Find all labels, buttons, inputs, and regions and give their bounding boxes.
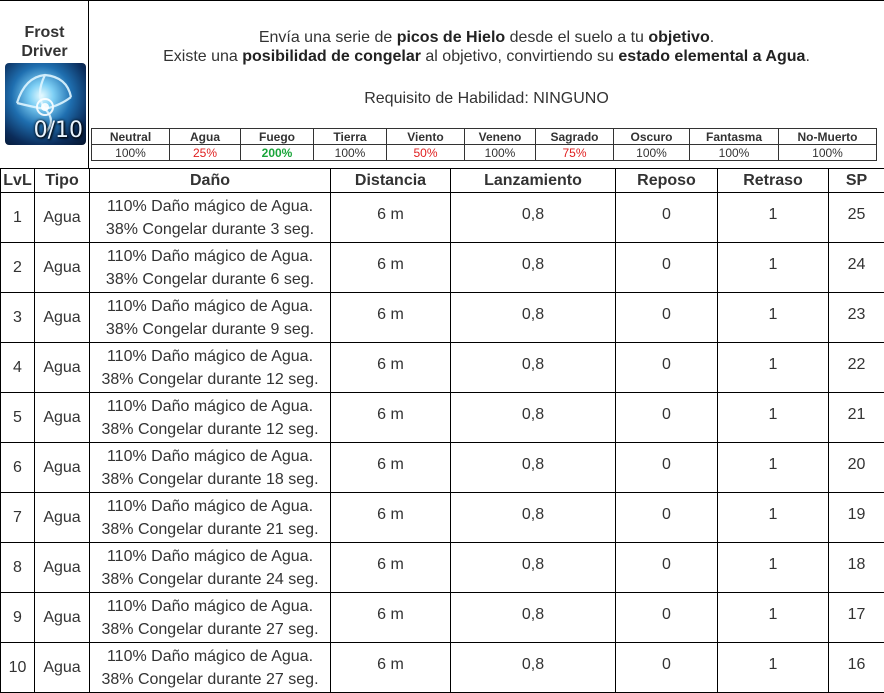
cooldown-cell: 0 (616, 593, 718, 643)
type-cell: Agua (35, 193, 90, 243)
element-value: 100% (779, 145, 877, 161)
level-cell: 1 (1, 193, 35, 243)
damage-cell (90, 443, 331, 493)
delay-cell: 1 (718, 643, 829, 693)
skill-name-line2: Driver (21, 43, 68, 60)
distance-cell: 6 m (331, 343, 451, 393)
level-cell: 9 (1, 593, 35, 643)
damage-line-1: 110% Daño mágico de Agua. (106, 397, 314, 415)
desc-bold: picos de Hielo (396, 29, 506, 46)
element-header: Sagrado (536, 129, 614, 145)
sp-cell: 16 (829, 643, 884, 693)
sp-cell: 23 (829, 293, 884, 343)
distance-cell: 6 m (331, 593, 451, 643)
sp-cell: 20 (829, 443, 884, 493)
delay-cell: 1 (718, 293, 829, 343)
distance-cell: 6 m (331, 293, 451, 343)
description-line-2 (89, 47, 884, 66)
cast-cell: 0,8 (451, 543, 616, 593)
element-header: Tierra (314, 129, 387, 145)
skill-name (0, 23, 89, 61)
damage-line-2: 38% Congelar durante 27 seg. (101, 670, 319, 688)
table-row (1, 343, 884, 393)
desc-text: . (709, 29, 715, 46)
element-header: Oscuro (614, 129, 690, 145)
description-line-1 (89, 28, 884, 47)
table-row (1, 643, 884, 693)
col-header-sp: SP (829, 169, 884, 193)
damage-line-1: 110% Daño mágico de Agua. (106, 647, 314, 665)
col-header-cast: Lanzamiento (451, 169, 616, 193)
damage-line-1: 110% Daño mágico de Agua. (106, 597, 314, 615)
element-header: Neutral (92, 129, 170, 145)
damage-line-2: 38% Congelar durante 9 seg. (105, 320, 315, 338)
distance-cell: 6 m (331, 393, 451, 443)
damage-line-2: 38% Congelar durante 18 seg. (101, 470, 319, 488)
table-row (1, 543, 884, 593)
delay-cell: 1 (718, 343, 829, 393)
cooldown-cell: 0 (616, 243, 718, 293)
cast-cell: 0,8 (451, 243, 616, 293)
skill-level-table (0, 168, 884, 693)
damage-line-2: 38% Congelar durante 24 seg. (101, 570, 319, 588)
level-cell: 6 (1, 443, 35, 493)
desc-text: al objetivo, convirtiendo su (420, 48, 619, 65)
type-cell: Agua (35, 243, 90, 293)
element-header: No-Muerto (779, 129, 877, 145)
level-cell: 8 (1, 543, 35, 593)
element-header: Viento (387, 129, 465, 145)
distance-cell: 6 m (331, 543, 451, 593)
level-cell: 7 (1, 493, 35, 543)
element-header: Agua (170, 129, 241, 145)
type-cell: Agua (35, 593, 90, 643)
damage-line-1: 110% Daño mágico de Agua. (106, 297, 314, 315)
damage-line-2: 38% Congelar durante 21 seg. (101, 520, 319, 538)
sp-cell: 18 (829, 543, 884, 593)
cooldown-cell: 0 (616, 643, 718, 693)
damage-line-1: 110% Daño mágico de Agua. (106, 547, 314, 565)
element-header: Veneno (465, 129, 536, 145)
distance-cell: 6 m (331, 193, 451, 243)
skill-requirement: Requisito de Habilidad: NINGUNO (364, 90, 609, 107)
sp-cell: 22 (829, 343, 884, 393)
table-row (1, 493, 884, 543)
distance-cell: 6 m (331, 443, 451, 493)
col-header-type: Tipo (35, 169, 90, 193)
cooldown-cell: 0 (616, 343, 718, 393)
damage-line-2: 38% Congelar durante 12 seg. (101, 370, 319, 388)
delay-cell: 1 (718, 243, 829, 293)
element-header-row (92, 129, 877, 145)
damage-line-1: 110% Daño mágico de Agua. (106, 247, 314, 265)
desc-bold: estado elemental a Agua (618, 48, 806, 65)
table-row (1, 193, 884, 243)
skill-info-cell (0, 0, 89, 168)
level-cell: 10 (1, 643, 35, 693)
desc-text: desde el suelo a tu (505, 29, 649, 46)
sp-cell: 24 (829, 243, 884, 293)
element-value: 100% (92, 145, 170, 161)
element-value: 25% (170, 145, 241, 161)
col-header-distance: Distancia (331, 169, 451, 193)
distance-cell: 6 m (331, 493, 451, 543)
desc-bold: objetivo (648, 29, 710, 46)
delay-cell: 1 (718, 493, 829, 543)
desc-bold: posibilidad de congelar (242, 48, 421, 65)
damage-line-1: 110% Daño mágico de Agua. (106, 447, 314, 465)
cast-cell: 0,8 (451, 293, 616, 343)
cooldown-cell: 0 (616, 293, 718, 343)
element-value: 200% (241, 145, 314, 161)
desc-text: Envía una serie de (258, 29, 397, 46)
cooldown-cell: 0 (616, 443, 718, 493)
col-header-damage: Daño (90, 169, 331, 193)
element-value: 100% (465, 145, 536, 161)
type-cell: Agua (35, 543, 90, 593)
damage-cell (90, 193, 331, 243)
col-header-delay: Retraso (718, 169, 829, 193)
distance-cell: 6 m (331, 243, 451, 293)
sp-cell: 21 (829, 393, 884, 443)
type-cell: Agua (35, 643, 90, 693)
skill-name-line1: Frost (24, 24, 65, 41)
cooldown-cell: 0 (616, 493, 718, 543)
type-cell: Agua (35, 493, 90, 543)
sp-cell: 19 (829, 493, 884, 543)
cast-cell: 0,8 (451, 493, 616, 543)
element-modifier-table (91, 128, 877, 161)
element-value: 50% (387, 145, 465, 161)
cooldown-cell: 0 (616, 393, 718, 443)
cooldown-cell: 0 (616, 543, 718, 593)
element-value-row (92, 145, 877, 161)
damage-line-1: 110% Daño mágico de Agua. (106, 497, 314, 515)
cast-cell: 0,8 (451, 393, 616, 443)
damage-cell (90, 593, 331, 643)
type-cell: Agua (35, 293, 90, 343)
damage-cell (90, 243, 331, 293)
damage-cell (90, 493, 331, 543)
sp-cell: 17 (829, 593, 884, 643)
table-header-row (1, 169, 884, 193)
cast-cell: 0,8 (451, 343, 616, 393)
cooldown-cell: 0 (616, 193, 718, 243)
damage-line-1: 110% Daño mágico de Agua. (106, 197, 314, 215)
element-header: Fantasma (690, 129, 779, 145)
damage-cell (90, 543, 331, 593)
element-value: 100% (614, 145, 690, 161)
table-row (1, 393, 884, 443)
cast-cell: 0,8 (451, 193, 616, 243)
level-cell: 4 (1, 343, 35, 393)
delay-cell: 1 (718, 593, 829, 643)
type-cell: Agua (35, 393, 90, 443)
damage-line-2: 38% Congelar durante 6 seg. (105, 270, 315, 288)
element-value: 100% (314, 145, 387, 161)
skill-level-counter: 0/10 (33, 118, 83, 143)
damage-cell (90, 293, 331, 343)
damage-line-2: 38% Congelar durante 3 seg. (105, 220, 315, 238)
frost-driver-icon (5, 63, 86, 145)
damage-line-1: 110% Daño mágico de Agua. (106, 347, 314, 365)
skill-description (89, 0, 884, 128)
delay-cell: 1 (718, 543, 829, 593)
desc-text: Existe una (163, 48, 243, 65)
delay-cell: 1 (718, 393, 829, 443)
element-header: Fuego (241, 129, 314, 145)
skill-header (0, 0, 884, 168)
col-header-level: LvL (1, 169, 35, 193)
delay-cell: 1 (718, 443, 829, 493)
desc-text: . (805, 48, 810, 65)
element-value: 75% (536, 145, 614, 161)
cast-cell: 0,8 (451, 643, 616, 693)
table-row (1, 443, 884, 493)
damage-cell (90, 393, 331, 443)
cast-cell: 0,8 (451, 593, 616, 643)
damage-cell (90, 343, 331, 393)
level-cell: 2 (1, 243, 35, 293)
level-cell: 5 (1, 393, 35, 443)
table-row (1, 243, 884, 293)
type-cell: Agua (35, 443, 90, 493)
cast-cell: 0,8 (451, 443, 616, 493)
level-cell: 3 (1, 293, 35, 343)
damage-cell (90, 643, 331, 693)
damage-line-2: 38% Congelar durante 12 seg. (101, 420, 319, 438)
distance-cell: 6 m (331, 643, 451, 693)
table-row (1, 293, 884, 343)
damage-line-2: 38% Congelar durante 27 seg. (101, 620, 319, 638)
element-value: 100% (690, 145, 779, 161)
delay-cell: 1 (718, 193, 829, 243)
type-cell: Agua (35, 343, 90, 393)
sp-cell: 25 (829, 193, 884, 243)
col-header-cooldown: Reposo (616, 169, 718, 193)
table-row (1, 593, 884, 643)
